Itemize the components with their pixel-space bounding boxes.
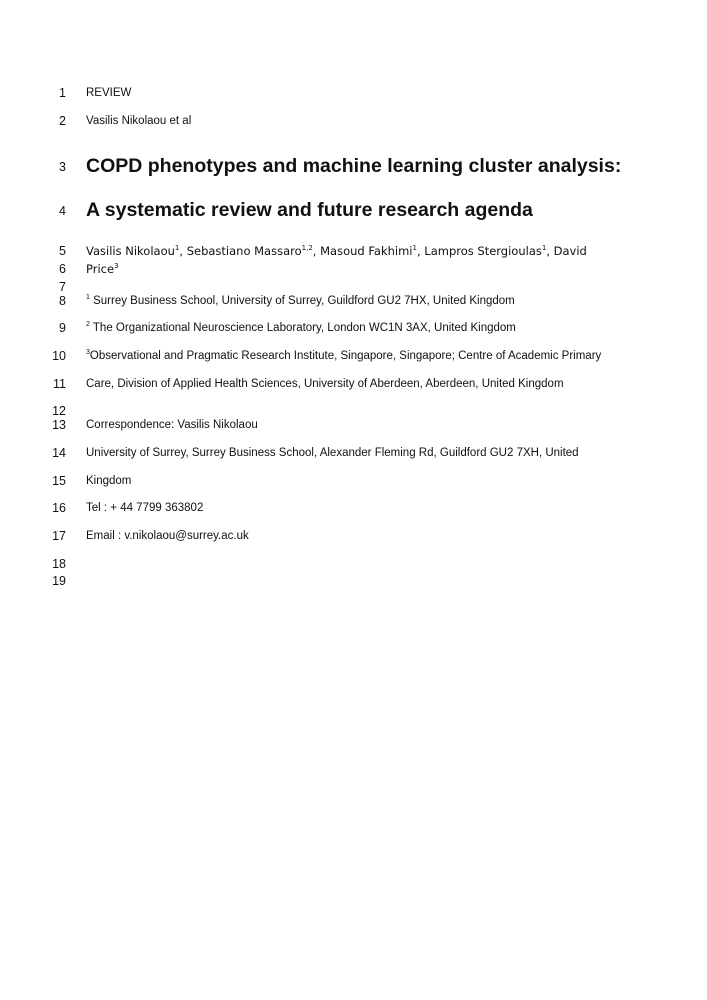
correspondence-phone: Tel : + 44 7799 363802: [86, 502, 204, 514]
line-number: 19: [52, 574, 66, 588]
author-name-part: David: [553, 244, 587, 258]
author-affiliation-mark: 1,2: [301, 244, 313, 252]
author-separator: ,: [416, 244, 425, 258]
line-number: 11: [53, 377, 66, 391]
line-number: 5: [59, 244, 66, 258]
author-name: Lampros Stergioulas: [424, 244, 542, 258]
correspondence-email: Email : v.nikolaou@surrey.ac.uk: [86, 530, 249, 542]
line-number: 4: [59, 204, 66, 218]
line-number: 17: [52, 529, 66, 543]
line-number: 2: [59, 114, 66, 128]
affiliation-text: The Organizational Neuroscience Laboratory, London WC1N 3AX, United Kingdom: [92, 322, 516, 334]
author-name: Vasilis Nikolaou: [86, 244, 175, 258]
affiliation-mark: 3: [86, 349, 90, 356]
affiliation-text: Surrey Business School, University of Surrey, Guildford GU2 7HX, United Kingdom: [93, 295, 515, 307]
author-name: Masoud Fakhimi: [320, 244, 413, 258]
author-affiliation-mark: 1: [412, 244, 417, 252]
correspondence-heading: Correspondence: Vasilis Nikolaou: [86, 419, 258, 431]
author-affiliation-mark: 3: [114, 262, 119, 270]
author-separator: ,: [312, 244, 321, 258]
author-list: [86, 244, 587, 258]
author-separator: ,: [179, 244, 187, 258]
author-separator: ,: [546, 244, 554, 258]
line-number: 3: [59, 160, 66, 174]
author-affiliation-mark: 1: [174, 244, 180, 252]
author-list-continued: [86, 262, 119, 276]
line-number: 13: [52, 418, 66, 432]
line-number: 12: [52, 404, 66, 418]
author-name-part: Price: [86, 262, 115, 276]
affiliation-1: [86, 294, 515, 308]
paper-title-line-1: COPD phenotypes and machine learning cluster analysis:: [86, 155, 622, 177]
line-number: 10: [52, 349, 66, 363]
author-name: Sebastiano Massaro: [186, 244, 302, 258]
line-number: 6: [59, 262, 66, 276]
article-type-label: REVIEW: [86, 87, 132, 99]
paper-title-line-2: A systematic review and future research agenda: [86, 199, 533, 221]
running-author: Vasilis Nikolaou et al: [86, 115, 192, 127]
correspondence-address-continued: Kingdom: [86, 475, 132, 487]
affiliation-3: [86, 349, 601, 363]
author-affiliation-mark: 1: [541, 244, 547, 252]
line-number: 18: [52, 557, 66, 571]
affiliation-mark: 1: [86, 294, 90, 301]
line-number: 15: [52, 474, 66, 488]
affiliation-mark: 2: [86, 321, 90, 328]
affiliation-text: Observational and Pragmatic Research Institute, Singapore, Singapore; Centre of Academic Primary: [89, 350, 602, 362]
line-number: 16: [52, 501, 66, 515]
affiliation-3-continued: Care, Division of Applied Health Sciences, University of Aberdeen, Aberdeen, United Kingdom: [86, 378, 564, 390]
line-number: 9: [59, 321, 66, 335]
line-number: 7: [59, 280, 66, 294]
line-number: 14: [52, 446, 66, 460]
affiliation-2: [86, 321, 516, 335]
line-number: 1: [59, 86, 66, 100]
line-number: 8: [59, 294, 66, 308]
correspondence-address: University of Surrey, Surrey Business School, Alexander Fleming Rd, Guildford GU2 7XH, United: [86, 447, 579, 459]
